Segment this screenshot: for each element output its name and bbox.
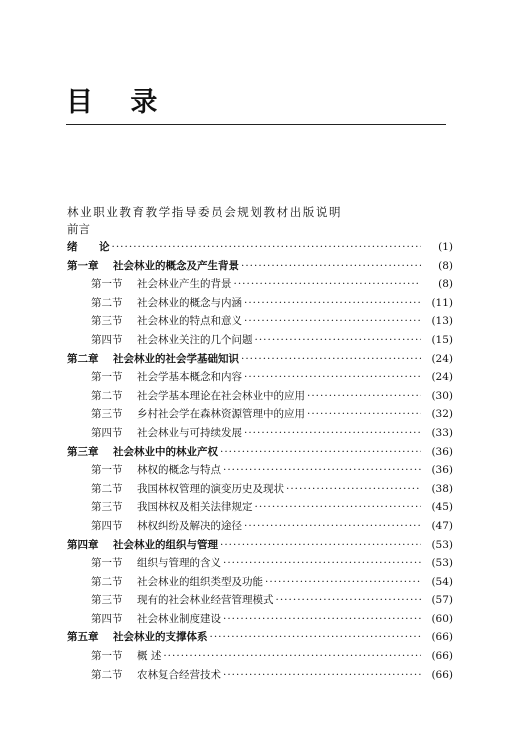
toc-entry-number: 第一章 xyxy=(67,259,99,272)
toc-entry-title: 林权的概念与特点 xyxy=(137,464,221,477)
toc-section-row[interactable] xyxy=(67,593,453,612)
toc-section-row[interactable] xyxy=(67,500,453,519)
toc-page-number: (47) xyxy=(431,519,453,532)
toc-leader-dots xyxy=(223,463,421,477)
toc-leader-dots xyxy=(244,519,421,533)
toc-page-number: (57) xyxy=(431,594,453,607)
toc-page-number: (66) xyxy=(431,650,453,663)
toc-page-number: (66) xyxy=(431,668,453,681)
toc-section-row[interactable] xyxy=(67,407,453,426)
toc-entry-number: 第一节 xyxy=(91,464,123,477)
toc-chapter-row[interactable] xyxy=(67,630,453,649)
toc-entry-title: 乡村社会学在森林资源管理中的应用 xyxy=(137,408,305,421)
toc-leader-dots xyxy=(210,630,422,644)
toc-entry-number: 第三节 xyxy=(91,501,123,514)
toc-entry-number: 第一节 xyxy=(91,650,123,663)
toc-entry-number: 第二章 xyxy=(67,352,99,365)
toc-chapter-row[interactable] xyxy=(67,259,453,278)
toc-chapter-row[interactable] xyxy=(67,240,453,259)
toc-section-row[interactable] xyxy=(67,296,453,315)
toc-entry-title: 社会林业与可持续发展 xyxy=(137,426,242,439)
toc-entry-title: 社会林业的组织类型及功能 xyxy=(137,575,263,588)
toc-section-row[interactable] xyxy=(67,482,453,501)
toc-entry-number: 第五章 xyxy=(67,631,99,644)
toc-leader-dots xyxy=(241,259,421,273)
toc-page-number: (60) xyxy=(431,612,453,625)
toc-leader-dots xyxy=(244,314,421,328)
toc-leader-dots xyxy=(163,649,421,663)
toc-page-number: (33) xyxy=(431,426,453,439)
toc-page-number: (53) xyxy=(431,557,453,570)
toc-section-row[interactable] xyxy=(67,389,453,408)
toc-entry-title: 社会林业制度建设 xyxy=(137,612,221,625)
toc-leader-dots xyxy=(244,370,421,384)
toc-page-number: (36) xyxy=(431,445,453,458)
toc-leader-dots xyxy=(223,556,421,570)
toc-section-row[interactable] xyxy=(67,575,453,594)
toc-chapter-row[interactable] xyxy=(67,538,453,557)
toc-chapter-row[interactable] xyxy=(67,352,453,371)
toc-page-number: (32) xyxy=(431,408,453,421)
toc-leader-dots xyxy=(265,575,421,589)
toc-entry-title: 社会林业的支撑体系 xyxy=(113,631,208,644)
toc-page-number: (8) xyxy=(438,278,453,291)
toc-leader-dots xyxy=(244,296,421,310)
toc-page-number: (11) xyxy=(431,296,453,309)
toc-section-row[interactable] xyxy=(67,649,453,668)
toc-leader-dots xyxy=(223,668,421,682)
toc-leader-dots xyxy=(244,426,421,440)
toc-entry-title: 社会学基本概念和内容 xyxy=(137,371,242,384)
toc-section-row[interactable] xyxy=(67,519,453,538)
toc-leader-dots xyxy=(255,500,422,514)
toc-entry-number: 绪 xyxy=(67,241,82,253)
toc-section-row[interactable] xyxy=(67,426,453,445)
toc-entry-number: 第三节 xyxy=(91,315,123,328)
table-of-contents xyxy=(67,240,453,686)
toc-section-row[interactable] xyxy=(67,333,453,352)
toc-page-number: (54) xyxy=(431,575,453,588)
toc-entry-title: 概 述 xyxy=(137,650,162,663)
toc-entry-number: 第二节 xyxy=(91,389,123,402)
toc-entry-number: 第三章 xyxy=(67,445,99,458)
toc-entry-title: 社会林业中的林业产权 xyxy=(113,445,218,458)
toc-leader-dots xyxy=(220,538,421,552)
toc-leader-dots xyxy=(307,389,421,403)
toc-entry-number: 第三节 xyxy=(91,594,123,607)
toc-section-row[interactable] xyxy=(67,370,453,389)
toc-leader-dots xyxy=(276,593,422,607)
toc-section-row[interactable] xyxy=(67,556,453,575)
toc-page-number: (30) xyxy=(431,389,453,402)
toc-entry-title: 社会林业的概念与内涵 xyxy=(137,296,242,309)
toc-page-number: (36) xyxy=(431,464,453,477)
toc-entry-number: 第四节 xyxy=(91,612,123,625)
title-rule xyxy=(66,124,446,125)
toc-section-row[interactable] xyxy=(67,277,453,296)
toc-entry-number: 第一节 xyxy=(91,278,123,291)
toc-leader-dots xyxy=(255,333,422,347)
toc-page-number: (24) xyxy=(431,371,453,384)
toc-entry-number: 第二节 xyxy=(91,296,123,309)
toc-entry-title: 论 xyxy=(99,241,110,253)
toc-leader-dots xyxy=(220,445,421,459)
toc-entry-number: 第三节 xyxy=(91,408,123,421)
toc-leader-dots xyxy=(307,407,421,421)
toc-chapter-row[interactable] xyxy=(67,445,453,464)
toc-entry-title: 我国林权管理的演变历史及现状 xyxy=(137,482,284,495)
toc-page-number: (8) xyxy=(438,259,453,272)
toc-section-row[interactable] xyxy=(67,463,453,482)
toc-leader-dots xyxy=(112,240,422,254)
toc-entry-title: 组织与管理的含义 xyxy=(137,557,221,570)
toc-entry-number: 第一节 xyxy=(91,557,123,570)
toc-entry-number: 第二节 xyxy=(91,575,123,588)
toc-page-number: (38) xyxy=(431,482,453,495)
toc-entry-title: 我国林权及相关法律规定 xyxy=(137,501,253,514)
toc-page-number: (53) xyxy=(431,538,453,551)
toc-entry-title: 现有的社会林业经营管理模式 xyxy=(137,594,274,607)
toc-page-number: (45) xyxy=(431,501,453,514)
toc-leader-dots xyxy=(241,352,421,366)
toc-entry-title: 林权纠纷及解决的途径 xyxy=(137,519,242,532)
toc-entry-title: 社会林业的社会学基础知识 xyxy=(113,352,239,365)
toc-page-number: (66) xyxy=(431,631,453,644)
toc-entry-number: 第二节 xyxy=(91,482,123,495)
toc-entry-number: 第二节 xyxy=(91,668,123,681)
toc-entry-title: 社会林业的组织与管理 xyxy=(113,538,218,551)
toc-page-number: (15) xyxy=(431,333,453,346)
page-title: 目 录 xyxy=(66,87,172,118)
toc-entry-number: 第四章 xyxy=(67,538,99,551)
toc-section-row[interactable] xyxy=(67,314,453,333)
toc-page-number: (1) xyxy=(438,241,453,253)
toc-entry-number: 第四节 xyxy=(91,333,123,346)
preface-line-foreword: 前言 xyxy=(67,222,90,236)
toc-entry-title: 农林复合经营技术 xyxy=(137,668,221,681)
toc-section-row[interactable] xyxy=(67,612,453,631)
toc-entry-number: 第四节 xyxy=(91,426,123,439)
toc-entry-title: 社会林业产生的背景 xyxy=(137,278,232,291)
toc-page-number: (13) xyxy=(431,315,453,328)
toc-entry-title: 社会林业关注的几个问题 xyxy=(137,333,253,346)
toc-leader-dots xyxy=(223,612,421,626)
toc-leader-dots xyxy=(234,277,422,291)
toc-section-row[interactable] xyxy=(67,668,453,687)
toc-entry-number: 第四节 xyxy=(91,519,123,532)
toc-entry-title: 社会林业的概念及产生背景 xyxy=(113,259,239,272)
toc-leader-dots xyxy=(286,482,421,496)
toc-entry-number: 第一节 xyxy=(91,371,123,384)
toc-entry-title: 社会学基本理论在社会林业中的应用 xyxy=(137,389,305,402)
toc-page-number: (24) xyxy=(431,352,453,365)
preface-line-publication-note: 林业职业教育教学指导委员会规划教材出版说明 xyxy=(67,205,343,219)
toc-entry-title: 社会林业的特点和意义 xyxy=(137,315,242,328)
